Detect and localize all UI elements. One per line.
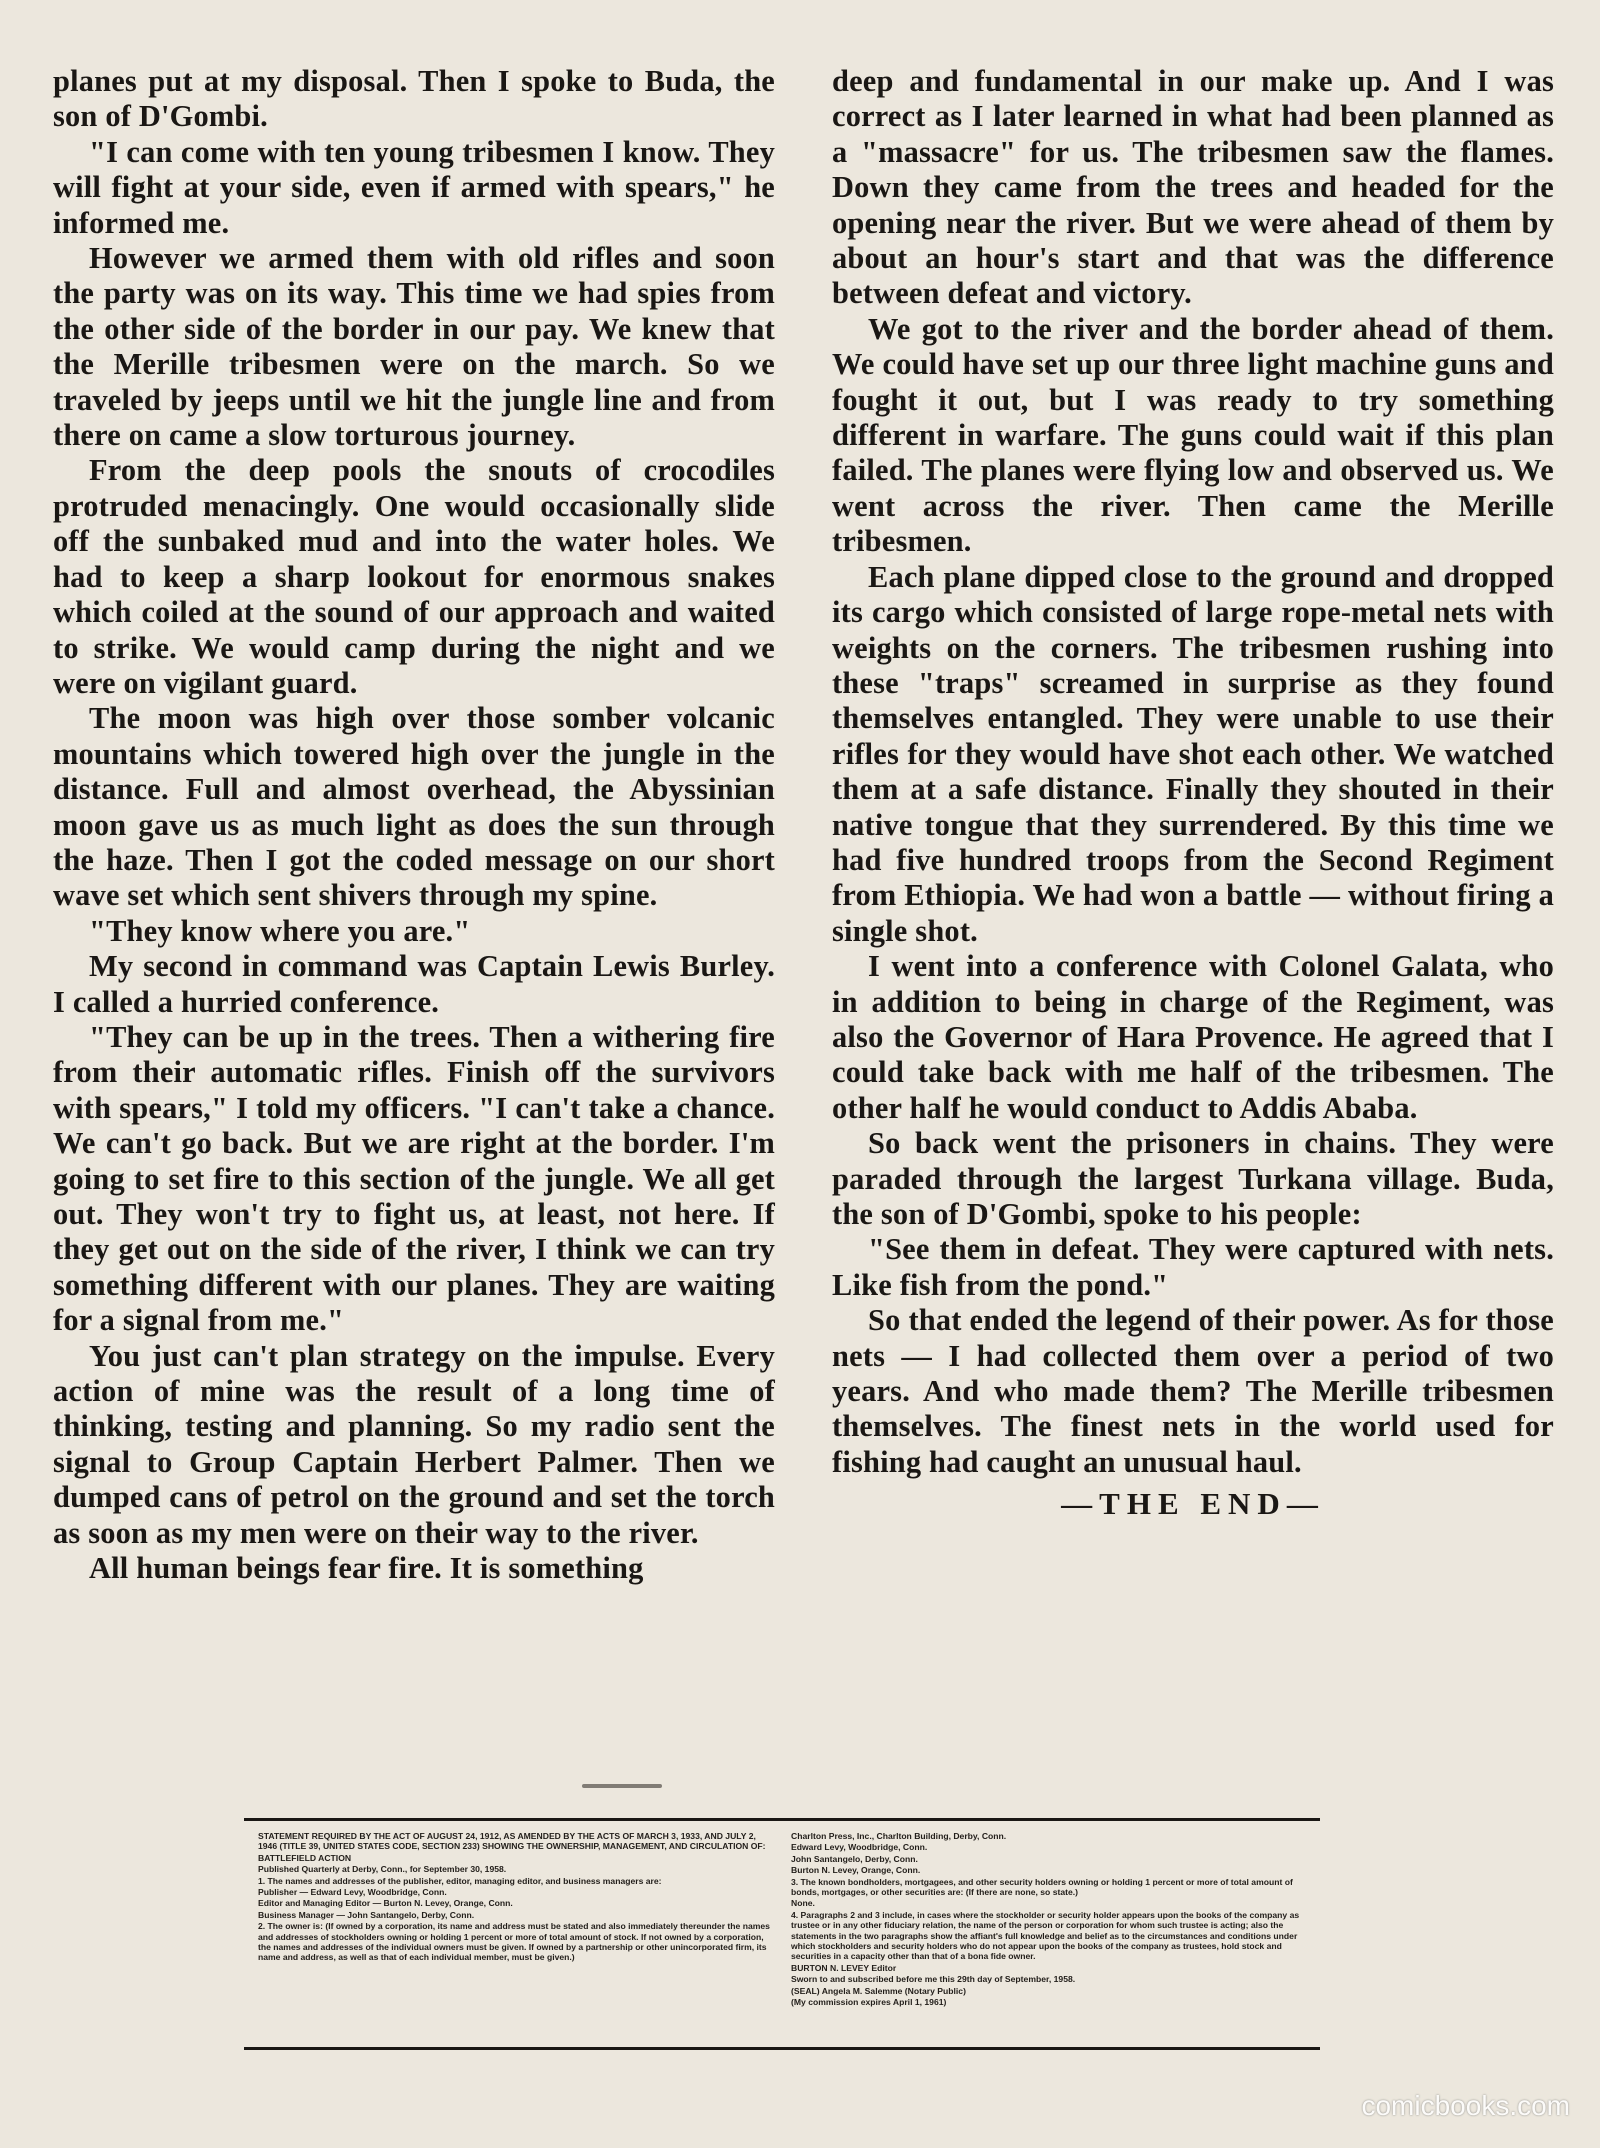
- paragraph: From the deep pools the snouts of crocodiles protruded menacingly. One would occasionally slide off the sunbaked mud and into the water holes. We had to keep a sharp lookout for enormous snakes which coiled at the sound of our approach and waited to strike. We would camp during the night and we were on vigilant guard.: [53, 453, 775, 700]
- statement-line: (My commission expires April 1, 1961): [791, 1997, 947, 2008]
- paragraph: I went into a conference with Colonel Galata, who in addition to being in charge of the Regiment, was also the Governor of Hara Provence. He agreed that I could take back with me half of the tribesmen. The other half he would conduct to Addis Ababa.: [832, 949, 1554, 1125]
- left-column: [53, 64, 775, 1586]
- statement-line: (SEAL) Angela M. Salemme (Notary Public): [791, 1985, 966, 1996]
- statement-line: Edward Levy, Woodbridge, Conn.: [791, 1842, 928, 1853]
- paragraph: deep and fundamental in our make up. And I was correct as I later learned in what had been planned as a "massacre" for us. The tribesmen saw the flames. Down they came from the trees and headed for the opening near the river. But we were ahead of them by about an hour's start and that was the difference between defeat and victory.: [832, 64, 1554, 311]
- paragraph: The moon was high over those somber volcanic mountains which towered high over the jungle in the distance. Full and almost overhead, the Abyssinian moon gave us as much light as does the sun through the haze. Then I got the coded message on our short wave set which sent shivers through my spine.: [53, 701, 775, 913]
- statement-line: Charlton Press, Inc., Charlton Building, Derby, Conn.: [791, 1831, 1007, 1841]
- statement-line: Burton N. Levey, Orange, Conn.: [791, 1865, 921, 1876]
- statement-line: None.: [791, 1898, 815, 1909]
- paragraph: "They can be up in the trees. Then a withering fire from their automatic rifles. Finish off the survivors with spears," I told my officers. "I can't take a chance. We can't go back. But we are right at the border. I'm going to set fire to this section of the jungle. We all get out. They won't try to fight us, at least, not here. If they get out on the side of the river, I think we can try something different with our planes. They are waiting for a signal from me.": [53, 1019, 775, 1338]
- statement-line: 2. The owner is: (If owned by a corporation, its name and address must be stated and also immediately thereunder the names and addresses of stockholders owning or holding 1 percent or more of total amount of stock. If not owned by a corporation, the names and addresses of the individual owners must be given. If owned by a partnership or other unincorporated firm, its name and address, as well as that of each individual member, must be given.): [258, 1921, 770, 1963]
- statement-line: Business Manager — John Santangelo, Derby, Conn.: [258, 1909, 475, 1920]
- paragraph: "I can come with ten young tribesmen I know. They will fight at your side, even if armed with spears," he informed me.: [53, 134, 775, 240]
- paragraph: So back went the prisoners in chains. They were paraded through the largest Turkana village. Buda, the son of D'Gombi, spoke to his people:: [832, 1126, 1554, 1231]
- statement-line: 1. The names and addresses of the publisher, editor, managing editor, and business managers are:: [258, 1875, 662, 1886]
- statement-right-column: [791, 1831, 1306, 2037]
- paragraph: All human beings fear fire. It is something: [89, 1551, 644, 1586]
- statement-line: STATEMENT REQUIRED BY THE ACT OF AUGUST 24, 1912, AS AMENDED BY THE ACTS OF MARCH 3, 1933, AND JULY 2, 1946 (TITLE 39, UNITED STATES CODE, SECTION 233) SHOWING THE OWNERSHIP, MANAGEMENT, AND CIRCULATION OF:: [258, 1831, 766, 1852]
- right-column-body: [832, 64, 1554, 1480]
- paragraph: My second in command was Captain Lewis Burley. I called a hurried conference.: [53, 949, 775, 1019]
- paragraph: "They know where you are.": [89, 913, 471, 948]
- statement-line: Sworn to and subscribed before me this 29th day of September, 1958.: [791, 1974, 1076, 1985]
- paragraph: However we armed them with old rifles and soon the party was on its way. This time we had spies from the other side of the border in our pay. We knew that the Merille tribesmen were on the march. So we traveled by jeeps until we hit the jungle line and from there on came a slow torturous journey.: [53, 241, 775, 453]
- statement-line: 3. The known bondholders, mortgagees, and other security holders owning or holding 1 percent or more of total amount of bonds, mortgages, or other securities are: (If there are none, so state.): [791, 1876, 1293, 1898]
- statement-line: Published Quarterly at Derby, Conn., for September 30, 1958.: [258, 1864, 507, 1875]
- paragraph: "See them in defeat. They were captured with nets. Like fish from the pond.": [832, 1232, 1554, 1302]
- end-mark: —THE END—: [1061, 1486, 1325, 1522]
- paragraph: Each plane dipped close to the ground and dropped its cargo which consisted of large rope-metal nets with weights on the corners. The tribesmen rushing into these "traps" screamed in surprise as they found themselves entangled. They were unable to use their rifles for they would have shot each other. We watched them at a safe distance. Finally they shouted in their native tongue that they surrendered. By this time we had five hundred troops from the Second Regiment from Ethiopia. We had won a battle — without firing a single shot.: [832, 559, 1554, 948]
- statement-left-column: [258, 1831, 773, 2037]
- paragraph: We got to the river and the border ahead of them. We could have set up our three light machine guns and fought it out, but I was ready to try something different in warfare. The guns could wait if this plan failed. The planes were flying low and observed us. We went across the river. Then came the Merille tribesmen.: [832, 311, 1554, 559]
- paragraph: planes put at my disposal. Then I spoke to Buda, the son of D'Gombi.: [53, 64, 775, 134]
- statement-line: Editor and Managing Editor — Burton N. Levey, Orange, Conn.: [258, 1898, 513, 1909]
- paragraph: You just can't plan strategy on the impulse. Every action of mine was the result of a long time of thinking, testing and planning. So my radio sent the signal to Group Captain Herbert Palmer. Then we dumped cans of petrol on the ground and set the torch as soon as my men were on their way to the river.: [53, 1338, 775, 1550]
- divider-dash: [582, 1784, 662, 1788]
- statement-line: Publisher — Edward Levy, Woodbridge, Conn.: [258, 1887, 447, 1898]
- statement-line: BATTLEFIELD ACTION: [258, 1852, 352, 1863]
- statement-line: BURTON N. LEVEY Editor: [791, 1962, 897, 1973]
- statement-line: John Santangelo, Derby, Conn.: [791, 1853, 918, 1864]
- right-column: [832, 64, 1554, 1522]
- ownership-statement: [244, 1818, 1320, 2050]
- paragraph: So that ended the legend of their power. As for those nets — I had collected them over a period of two years. And who made them? The Merille tribesmen themselves. The finest nets in the world used for fishing had caught an unusual haul.: [832, 1303, 1554, 1479]
- statement-line: 4. Paragraphs 2 and 3 include, in cases where the stockholder or security holder appears upon the books of the company as trustee or in any other fiduciary relation, the name of the person or corporation for whom such trustee is acting; also the statements in the two paragraphs show the affiant's full knowledge and belief as to the circumstances and conditions under which stockholders and security holders who do not appear upon the books of the company as trustees, hold stock and securities in a capacity other than that of a bona fide owner.: [791, 1909, 1300, 1962]
- watermark: comicbooks.com: [1361, 2090, 1570, 2121]
